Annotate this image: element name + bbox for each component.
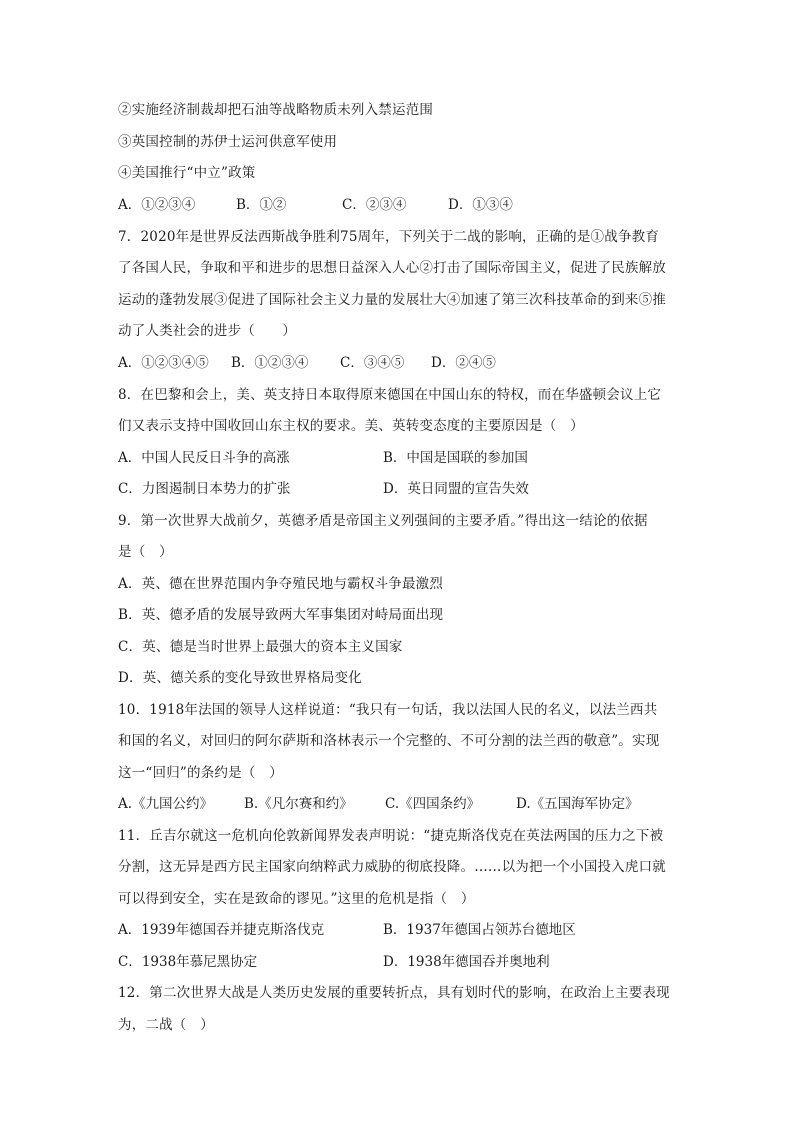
q11-option-d[interactable]: D．1938年德国吞并奥地利	[383, 954, 550, 970]
q12-line-2: 为，二战（ ）	[118, 1017, 214, 1033]
q10-option-d[interactable]: D.《五国海军协定》	[516, 796, 639, 812]
q7-option-c[interactable]: C．③④⑤	[340, 355, 405, 371]
q7-option-b[interactable]: B．①②③④	[231, 355, 309, 371]
q8-line-2: 们又表示支持中国收回山东主权的要求。美、英转变态度的主要原因是（ ）	[118, 418, 584, 434]
q6-item-3: ③英国控制的苏伊士运河供意军使用	[118, 134, 338, 150]
q10-line-1: 10．1918年法国的领导人这样说道：“我只有一句话，我以法国人民的名义，以法兰西共	[118, 702, 658, 718]
q7-line-4: 动了人类社会的进步（ ）	[118, 323, 297, 339]
q10-line-2: 和国的名义，对回归的阿尔萨斯和洛林表示一个完整的、不可分割的法兰西的敬意”。实现	[118, 733, 660, 749]
q7-option-a[interactable]: A．①②③④⑤	[118, 355, 209, 371]
q9-option-b[interactable]: B．英、德矛盾的发展导致两大军事集团对峙局面出现	[118, 607, 444, 623]
q7-option-d[interactable]: D．②④⑤	[431, 355, 496, 371]
q6-option-c[interactable]: C．②③④	[342, 197, 407, 213]
q9-line-1: 9．第一次世界大战前夕，英德矛盾是帝国主义列强间的主要矛盾。”得出这一结论的依据	[118, 513, 648, 529]
q6-option-b[interactable]: B．①②	[236, 197, 287, 213]
q8-option-b[interactable]: B．中国是国联的参加国	[383, 450, 528, 466]
q6-option-a[interactable]: A．①②③④	[118, 197, 196, 213]
q12-line-1: 12．第二次世界大战是人类历史发展的重要转折点，具有划时代的影响，在政治上主要表现	[118, 985, 670, 1001]
q10-option-c[interactable]: C.《四国条约》	[385, 796, 481, 812]
q8-line-1: 8．在巴黎和会上，美、英支持日本取得原来德国在中国山东的特权，而在华盛顿会议上它	[118, 387, 662, 403]
q8-option-d[interactable]: D．英日同盟的宣告失效	[383, 481, 529, 497]
q6-item-4: ④美国推行“中立”政策	[118, 165, 256, 181]
q9-line-2: 是（ ）	[118, 544, 173, 560]
q7-line-2: 了各国人民，争取和平和进步的思想日益深入人心②打击了国际帝国主义，促进了民族解放	[118, 260, 666, 276]
q11-option-b[interactable]: B．1937年德国占领苏台德地区	[383, 922, 576, 938]
q11-option-c[interactable]: C．1938年慕尼黑协定	[118, 954, 258, 970]
q11-option-a[interactable]: A．1939年德国吞并捷克斯洛伐克	[118, 922, 325, 938]
q9-option-a[interactable]: A．英、德在世界范围内争夺殖民地与霸权斗争最激烈	[118, 576, 444, 592]
q9-option-c[interactable]: C．英、德是当时世界上最强大的资本主义国家	[118, 639, 403, 655]
q11-line-3: 可以得到安全，实在是致命的谬见。”这里的危机是指（ ）	[118, 891, 475, 907]
q11-line-2: 分割，这无异是西方民主国家向纳粹武力威胁的彻底投降。……以为把一个小国投入虎口就	[118, 859, 666, 875]
q9-option-d[interactable]: D．英、德关系的变化导致世界格局变化	[118, 670, 362, 686]
q11-line-1: 11．丘吉尔就这一危机向伦敦新闻界发表声明说：“捷克斯洛伐克在英法两国的压力之下被	[118, 828, 664, 844]
q6-item-2: ②实施经济制裁却把石油等战略物质未列入禁运范围	[118, 102, 434, 118]
q10-option-a[interactable]: A.《九国公约》	[118, 796, 214, 812]
q8-option-a[interactable]: A．中国人民反日斗争的高涨	[118, 450, 290, 466]
q6-option-d[interactable]: D．①③④	[448, 197, 513, 213]
q7-line-3: 运动的蓬勃发展③促进了国际社会主义力量的发展壮大④加速了第三次科技革命的到来⑤推	[118, 292, 666, 308]
q10-line-3: 这一“回归”的条约是（ ）	[118, 765, 283, 781]
q10-option-b[interactable]: B.《凡尔赛和约》	[244, 796, 353, 812]
q7-line-1: 7．2020年是世界反法西斯战争胜利75周年，下列关于二战的影响，正确的是①战争教育	[118, 229, 660, 245]
q8-option-c[interactable]: C．力图遏制日本势力的扩张	[118, 481, 291, 497]
